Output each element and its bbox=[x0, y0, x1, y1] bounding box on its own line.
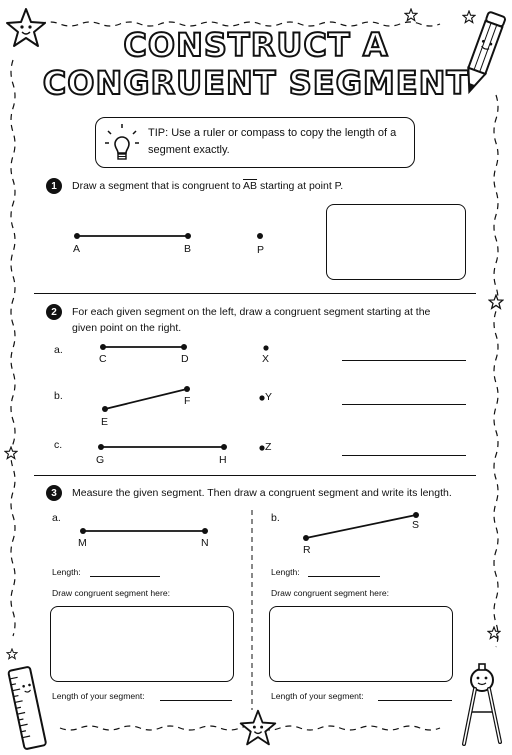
point-y-label: Y bbox=[265, 391, 273, 403]
lightbulb-icon bbox=[104, 123, 140, 163]
point-m-label: M bbox=[78, 537, 87, 549]
answer-box-1[interactable] bbox=[326, 204, 466, 280]
small-star-icon bbox=[487, 626, 501, 640]
segment-ab bbox=[70, 230, 200, 244]
point-p-label: P bbox=[257, 244, 265, 256]
small-star-icon bbox=[6, 648, 18, 660]
section-3-prompt: Measure the given segment. Then draw a congruent segment and write its length. bbox=[72, 487, 452, 499]
ruler-icon bbox=[4, 662, 50, 752]
point-a-label: A bbox=[73, 243, 81, 255]
point-f-label: F bbox=[184, 395, 191, 407]
answer-line-2a[interactable] bbox=[342, 360, 466, 361]
segment-mn bbox=[78, 525, 212, 537]
draw-label-b: Draw congruent segment here: bbox=[271, 588, 389, 598]
point-r-label: R bbox=[303, 544, 311, 556]
tip-text: TIP: Use a ruler or compass to copy the length of a segment exactly. bbox=[148, 127, 397, 156]
point-h-label: H bbox=[219, 454, 227, 466]
vertical-divider bbox=[250, 510, 254, 710]
point-p bbox=[255, 231, 265, 241]
divider bbox=[34, 475, 476, 476]
point-g-label: G bbox=[96, 454, 105, 466]
page-title-line2: CONGRUENT SEGMENT bbox=[42, 64, 470, 102]
your-length-line-a[interactable] bbox=[160, 700, 232, 701]
point-x bbox=[261, 343, 271, 353]
point-d-label: D bbox=[181, 353, 189, 365]
item-2b-letter: b. bbox=[54, 390, 63, 402]
section-2-prompt: For each given segment on the left, draw a congruent segment starting at the given point on the right. bbox=[72, 306, 431, 334]
item-2a-letter: a. bbox=[54, 344, 63, 356]
length-line-b[interactable] bbox=[308, 576, 380, 577]
star-icon bbox=[238, 708, 278, 748]
item-3a-letter: a. bbox=[52, 512, 61, 524]
point-e-label: E bbox=[101, 416, 109, 428]
small-star-icon bbox=[4, 446, 18, 460]
point-c-label: C bbox=[99, 353, 107, 365]
length-line-a[interactable] bbox=[90, 576, 160, 577]
section-1-number: 1 bbox=[46, 178, 62, 194]
page-title-line1: CONSTRUCT A bbox=[123, 26, 389, 64]
draw-box-a[interactable] bbox=[50, 606, 234, 682]
point-z-label: Z bbox=[265, 441, 272, 453]
your-length-line-b[interactable] bbox=[378, 700, 452, 701]
segment-ef bbox=[98, 382, 194, 416]
answer-line-2c[interactable] bbox=[342, 455, 466, 456]
section-3-number: 3 bbox=[46, 485, 62, 501]
length-label-a: Length: bbox=[52, 567, 81, 577]
segment-cd bbox=[98, 341, 190, 353]
section-2-number: 2 bbox=[46, 304, 62, 320]
divider bbox=[34, 293, 476, 294]
point-n-label: N bbox=[201, 537, 209, 549]
tip-box bbox=[95, 117, 415, 168]
small-star-icon bbox=[488, 294, 504, 310]
point-s-label: S bbox=[412, 519, 420, 531]
point-b-label: B bbox=[184, 243, 192, 255]
segment-gh bbox=[96, 441, 230, 453]
item-2c-letter: c. bbox=[54, 439, 63, 451]
item-3b-letter: b. bbox=[271, 512, 280, 524]
draw-label-a: Draw congruent segment here: bbox=[52, 588, 170, 598]
length-label-b: Length: bbox=[271, 567, 300, 577]
point-x-label: X bbox=[262, 353, 270, 365]
segment-ab-label: $\overline{AB}$ bbox=[243, 180, 258, 192]
segment-rs bbox=[300, 510, 422, 544]
your-length-label-b: Length of your segment: bbox=[271, 691, 364, 701]
your-length-label-a: Length of your segment: bbox=[52, 691, 145, 701]
draw-box-b[interactable] bbox=[269, 606, 453, 682]
small-star-icon bbox=[404, 8, 418, 22]
section-1-prompt: Draw a segment that is congruent to $\overline{AB}$ starting at point P. bbox=[72, 180, 344, 192]
compass-icon bbox=[456, 660, 508, 752]
answer-line-2b[interactable] bbox=[342, 404, 466, 405]
